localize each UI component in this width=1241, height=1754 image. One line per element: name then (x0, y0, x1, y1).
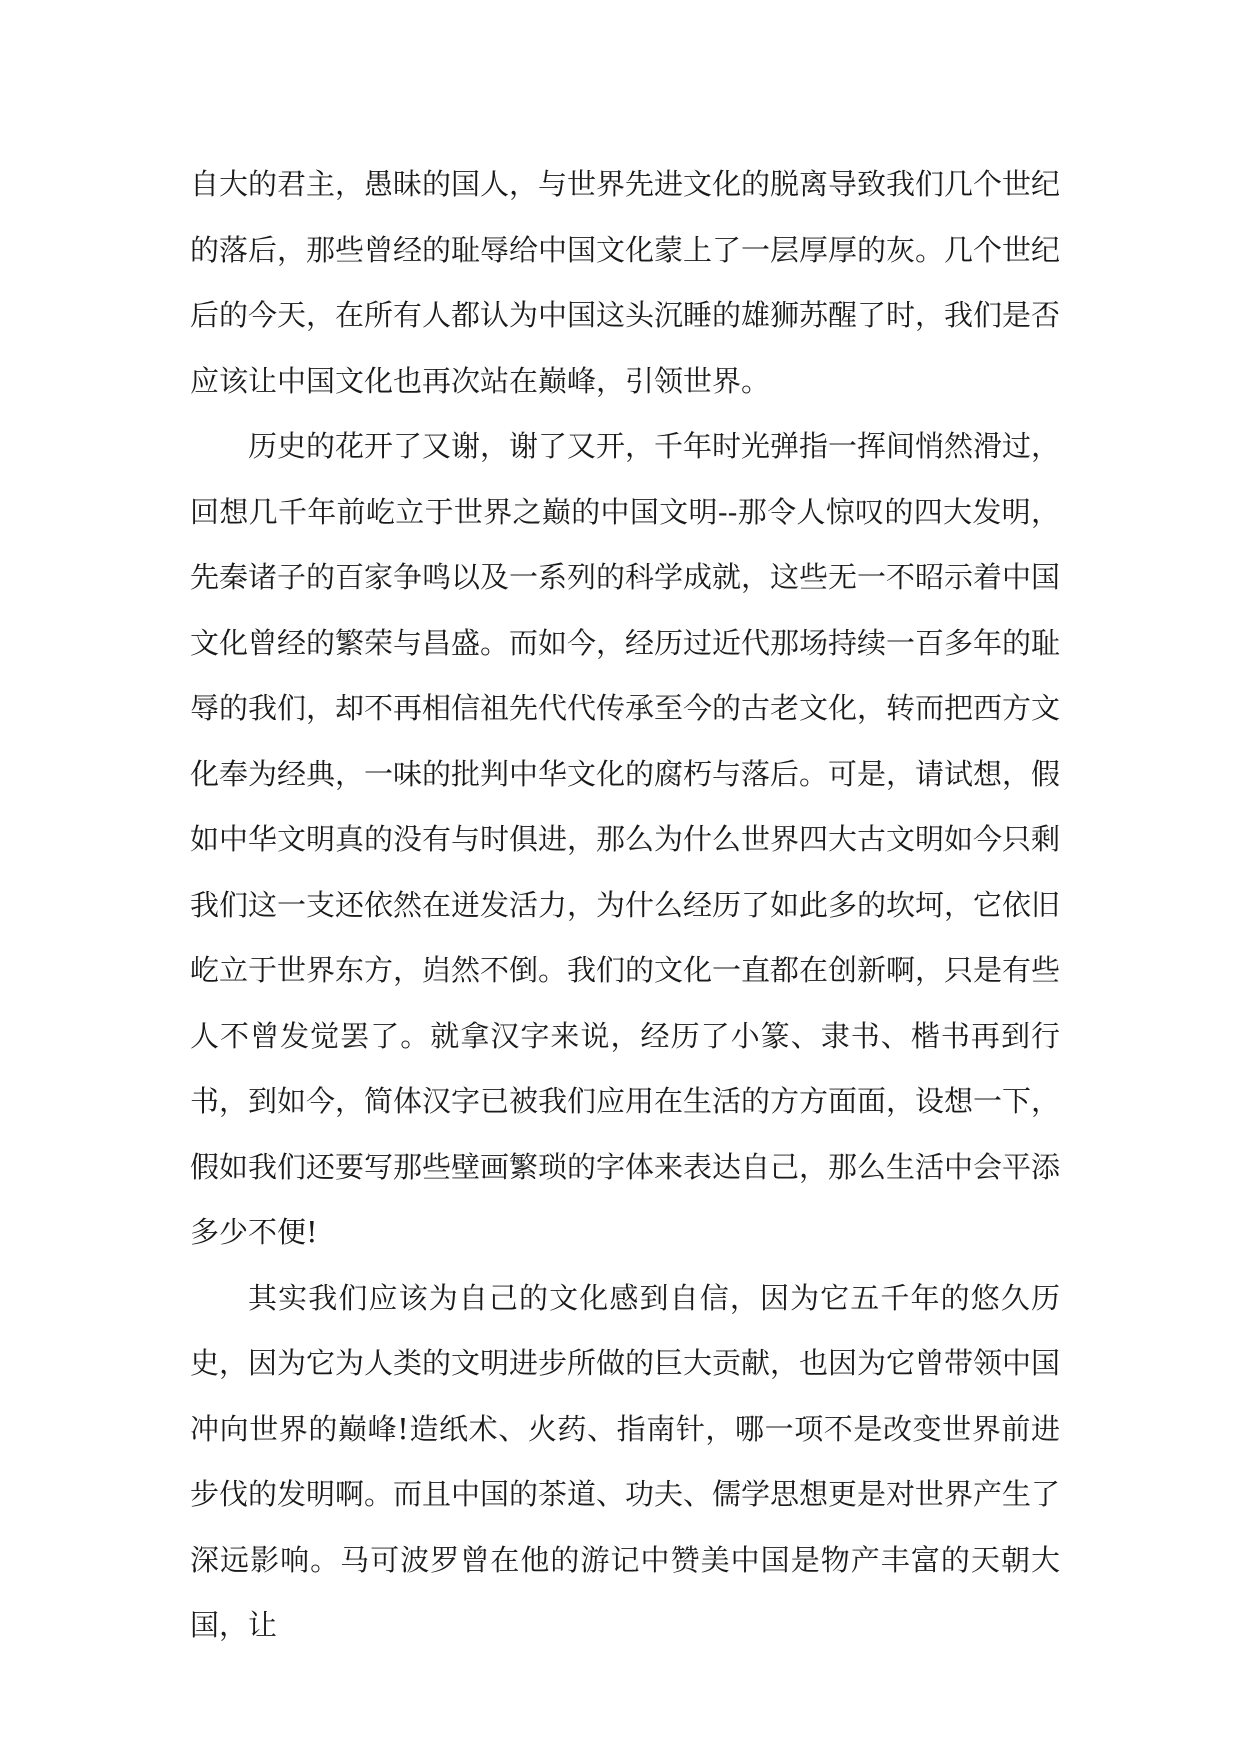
body-text (190, 152, 1060, 1659)
paragraph-1: 自大的君主，愚昧的国人，与世界先进文化的脱离导致我们几个世纪的落后，那些曾经的耻辱给中国文化蒙上了一层厚厚的灰。几个世纪后的今天，在所有人都认为中国这头沉睡的雄狮苏醒了时，我们是否应该让中国文化也再次站在巅峰，引领世界。 (190, 167, 1061, 398)
paragraph-3: 其实我们应该为自己的文化感到自信，因为它五千年的悠久历史，因为它为人类的文明进步所做的巨大贡献，也因为它曾带领中国冲向世界的巅峰!造纸术、火药、指南针，哪一项不是改变世界前进步伐的发明啊。而且中国的茶道、功夫、儒学思想更是对世界产生了深远影响。马可波罗曾在他的游记中赞美中国是物产丰富的天朝大国，让 (190, 1280, 1061, 1642)
paragraph-2: 历史的花开了又谢，谢了又开，千年时光弹指一挥间悄然滑过，回想几千年前屹立于世界之巅的中国文明--那令人惊叹的四大发明，先秦诸子的百家争鸣以及一系列的科学成就，这些无一不昭示着中国文化曾经的繁荣与昌盛。而如今，经历过近代那场持续一百多年的耻辱的我们，却不再相信祖先代代传承至今的古老文化，转而把西方文化奉为经典，一味的批判中华文化的腐朽与落后。可是，请试想，假如中华文明真的没有与时俱进，那么为什么世界四大古文明如今只剩我们这一支还依然在迸发活力，为什么经历了如此多的坎坷，它依旧屹立于世界东方，岿然不倒。我们的文化一直都在创新啊，只是有些人不曾发觉罢了。就拿汉字来说，经历了小篆、隶书、楷书再到行书，到如今，简体汉字已被我们应用在生活的方方面面，设想一下，假如我们还要写那些壁画繁琐的字体来表达自己，那么生活中会平添多少不便! (190, 429, 1061, 1249)
